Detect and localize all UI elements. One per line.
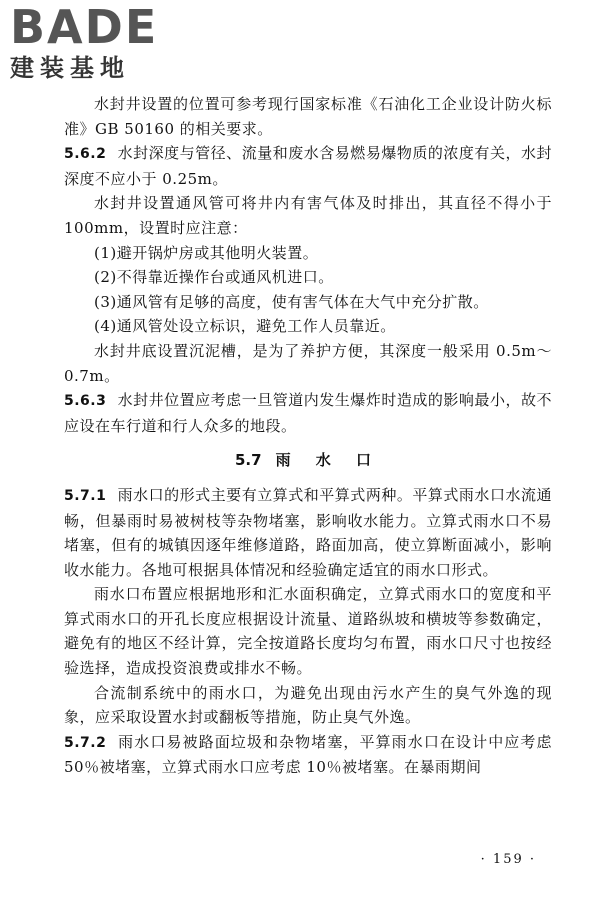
logo-wordmark: BADE bbox=[10, 0, 159, 54]
clause-text: 雨水口易被路面垃圾和杂物堵塞，平算雨水口在设计中应考虑 50％被堵塞，立算式雨水口应考虑 10％被堵塞。在暴雨期间 bbox=[64, 732, 552, 777]
section-title-text: 雨 水 口 bbox=[275, 451, 382, 470]
clause-number: 5.6.2 bbox=[64, 146, 107, 163]
clause-5-7-2 bbox=[64, 730, 552, 780]
clause-number: 5.7.2 bbox=[64, 734, 107, 751]
section-heading bbox=[64, 448, 552, 473]
list-item: (1)避开锅炉房或其他明火装置。 bbox=[94, 243, 319, 262]
clause-number: 5.7.1 bbox=[64, 487, 107, 504]
page-number: · 159 · bbox=[480, 852, 536, 867]
paragraph-inlet-layout: 雨水口布置应根据地形和汇水面积确定，立算式雨水口的宽度和平算式雨水口的开孔长度应根据设计流量、道路纵坡和横坡等参数确定，避免有的地区不经计算，完全按道路长度均匀布置，雨水口尺寸也按经验选择，造成投资浪费或排水不畅。 bbox=[64, 585, 552, 678]
vent-requirements-list bbox=[64, 241, 552, 339]
logo-subtitle: 建装基地 bbox=[10, 54, 130, 82]
list-item: (4)通风管处设立标识，避免工作人员靠近。 bbox=[94, 317, 396, 336]
paragraph-vent-pipe: 水封井设置通风管可将井内有害气体及时排出，其直径不得小于 100mm，设置时应注意： bbox=[64, 194, 552, 237]
paragraph-sediment-tank: 水封井底设置沉泥槽，是为了养护方便，其深度一般采用 0.5m～0.7m。 bbox=[64, 341, 552, 385]
clause-5-6-3 bbox=[64, 388, 552, 438]
section-number: 5.7 bbox=[234, 451, 262, 470]
document-body bbox=[64, 92, 552, 780]
list-item: (3)通风管有足够的高度，使有害气体在大气中充分扩散。 bbox=[94, 292, 489, 311]
clause-5-6-2 bbox=[64, 141, 552, 191]
paragraph-standard-reference: 水封井设置的位置可参考现行国家标准《石油化工企业设计防火标准》GB 50160 的相关要求。 bbox=[64, 95, 552, 138]
clause-text: 水封井位置应考虑一旦管道内发生爆炸时造成的影响最小，故不应设在车行道和行人众多的地段。 bbox=[64, 391, 552, 435]
brand-logo bbox=[10, 0, 180, 84]
clause-text: 水封深度与管径、流量和废水含易燃易爆物质的浓度有关，水封深度不应小于 0.25m。 bbox=[64, 144, 552, 188]
clause-5-7-1 bbox=[64, 483, 552, 582]
clause-text: 雨水口的形式主要有立算式和平算式两种。平算式雨水口水流通畅，但暴雨时易被树枝等杂物堵塞，影响收水能力。立算式雨水口不易堵塞，但有的城镇因逐年维修道路，路面加高，使立算断面减小，影响收水能力。各地可根据具体情况和经验确定适宜的雨水口形式。 bbox=[64, 485, 552, 579]
paragraph-combined-system: 合流制系统中的雨水口，为避免出现由污水产生的臭气外逸的现象，应采取设置水封或翻板等措施，防止臭气外逸。 bbox=[64, 683, 552, 727]
list-item: (2)不得靠近操作台或通风机进口。 bbox=[94, 268, 334, 287]
clause-number: 5.6.3 bbox=[64, 393, 107, 410]
